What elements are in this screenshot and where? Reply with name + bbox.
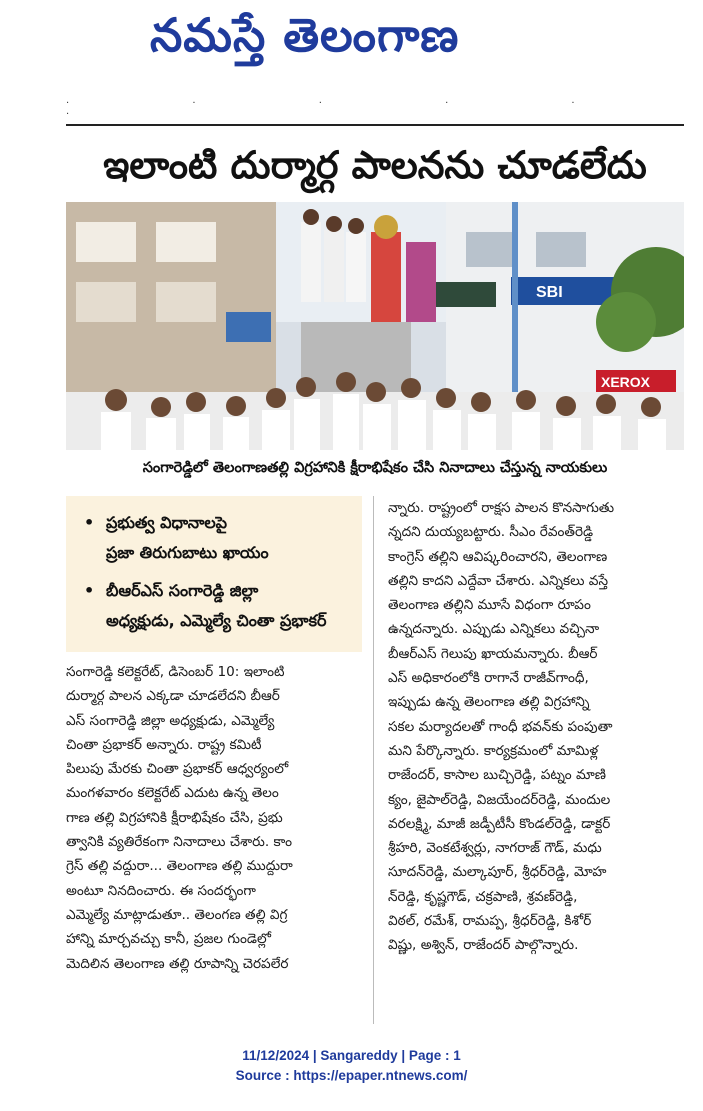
body-line: రాజేందర్, కాసాల బుచ్చిరెడ్డి, పట్నం మాణి	[388, 767, 606, 784]
highlights-box	[66, 496, 362, 652]
body-line: హాన్ని మార్చవచ్చు కానీ, ప్రజల గుండెల్లో	[66, 931, 271, 948]
body-line: విష్ణు, అశ్విన్, రాజేందర్ పాల్గొన్నారు.	[388, 937, 579, 954]
masthead-ornament: · · · · · ·	[66, 98, 635, 120]
column-divider	[373, 496, 374, 1024]
body-line: తెలంగాణ తల్లిని మూసే విధంగా రూపం	[388, 597, 591, 614]
article-headline: ఇలాంటి దుర్మార్గ పాలనను చూడలేదు	[103, 143, 647, 187]
body-line: ఎమ్మెల్యే మాట్లాడుతూ.. తెలంగణ తల్లి విగ్ర	[66, 906, 288, 923]
bullet-icon: •	[84, 513, 95, 532]
body-line: సూదన్‌రెడ్డి, మల్కాపూర్, శ్రీధర్‌రెడ్డి, మోహ	[388, 864, 607, 881]
body-line: మంగళవారం కలెక్టరేట్ ఎదుట ఉన్న తెలం	[66, 785, 279, 802]
highlight-line: బీఆర్ఎస్ సంగారెడ్డి జిల్లా	[106, 581, 259, 600]
article-body-right-column	[388, 496, 684, 958]
xerox-sign: XEROX	[601, 374, 651, 390]
body-line: దుర్మార్గ పాలన ఎక్కడా చూడలేదని బీఆర్	[66, 688, 280, 705]
body-line: న్నదని దుయ్యబట్టారు. సీఎం రేవంత్‌రెడ్డి	[388, 524, 594, 541]
footer-date-line: 11/12/2024 | Sangareddy | Page : 1	[242, 1048, 461, 1063]
body-line: న్నారు. రాష్ట్రంలో రాక్షస పాలన కొనసాగుతు	[388, 500, 615, 516]
body-line: గాణ తల్లి విగ్రహానికి క్షీరాభిషేకం చేసి, ప్రభు	[66, 809, 283, 826]
body-line: మని పేర్కొన్నారు. కార్యక్రమంలో మామిళ్ల	[388, 742, 599, 759]
body-line: ఉన్నదన్నారు. ఎప్పుడు ఎన్నికలు వచ్చినా	[388, 621, 600, 638]
body-line: శ్రీహరి, వెంకటేశ్వర్లు, నాగరాజ్ గౌడ్, మధు	[388, 840, 602, 857]
photo-caption: సంగారెడ్డిలో తెలంగాణతల్లి విగ్రహానికి క్షీరాభిషేకం చేసి నినాదాలు చేస్తున్న నాయకులు	[142, 460, 608, 476]
bullet-icon: •	[84, 581, 95, 600]
newspaper-logo: నమస్తే తెలంగాణ	[150, 8, 460, 62]
body-line: గ్రెస్ తల్లి వద్దురా... తెలంగాణ తల్లి ముద్దురా	[66, 858, 293, 875]
body-line: ఇప్పుడు ఉన్న తెలంగాణ తల్లి విగ్రహాన్ని	[388, 694, 590, 711]
article-body-left-column	[66, 660, 362, 976]
body-line: త్వానికి వ్యతిరేకంగా నినాదాలు చేశారు. కాం	[66, 834, 293, 851]
highlight-item	[86, 576, 358, 636]
highlight-line: ప్రజా తిరుగుబాటు ఖాయం	[106, 543, 269, 562]
highlight-line: ప్రభుత్వ విధానాలపై	[106, 513, 228, 532]
body-line: క్యం, జైపాల్‌రెడ్డి, విజయేందర్‌రెడ్డి, మందుల	[388, 791, 611, 808]
body-line: చింతా ప్రభాకర్ అన్నారు. రాష్ట్ర కమిటీ	[66, 736, 262, 753]
body-line: ఎస్ అధికారంలోకి రాగానే రాజీవ్‌గాంధీ,	[388, 670, 589, 687]
article-photo	[66, 202, 684, 450]
body-line: విఠల్, రమేశ్, రామప్ప, శ్రీధర్‌రెడ్డి, కిశోర్	[388, 913, 592, 930]
body-line: పిలుపు మేరకు చింతా ప్రభాకర్ ఆధ్వర్యంలో	[66, 761, 289, 778]
sbi-sign: SBI	[536, 284, 563, 301]
highlight-item	[86, 508, 358, 568]
highlight-line: అధ్యక్షుడు, ఎమ్మెల్యే చింతా ప్రభాకర్	[106, 611, 327, 630]
body-line: ఎస్ సంగారెడ్డి జిల్లా అధ్యక్షుడు, ఎమ్మెల్యే	[66, 712, 275, 729]
body-line: సకల మర్యాదలతో గాంధీ భవన్‌కు పంపుతా	[388, 718, 613, 735]
body-line: బీఆర్ఎస్ గెలుపు ఖాయమన్నారు. బీఆర్	[388, 645, 598, 662]
masthead-divider	[66, 124, 684, 126]
body-line: వరలక్ష్మి, మాజీ జడ్పీటీసీ కొండల్‌రెడ్డి, డాక్టర్	[388, 815, 611, 832]
body-line: న్‌రెడ్డి, కృష్ణగౌడ్, చక్రపాణి, శ్రవణ్‌రెడ్డి,	[388, 888, 578, 905]
body-line: కాంగ్రెస్ తల్లిని ఆవిష్కరించారని, తెలంగాణ	[388, 548, 608, 565]
body-line: సంగారెడ్డి కలెక్టరేట్, డిసెంబర్ 10: ఇలాంటి	[66, 664, 285, 680]
body-line: మెదిలిన తెలంగాణ తల్లి రూపాన్ని చెరపలేర	[66, 955, 289, 972]
masthead	[0, 0, 703, 95]
body-line: అంటూ నినదించారు. ఈ సందర్భంగా	[66, 882, 256, 899]
body-line: తల్లిని కాదని ఎద్దేవా చేశారు. ఎన్నికలు వస్తే	[388, 572, 609, 589]
footer-source-line: Source : https://epaper.ntnews.com/	[235, 1068, 468, 1083]
